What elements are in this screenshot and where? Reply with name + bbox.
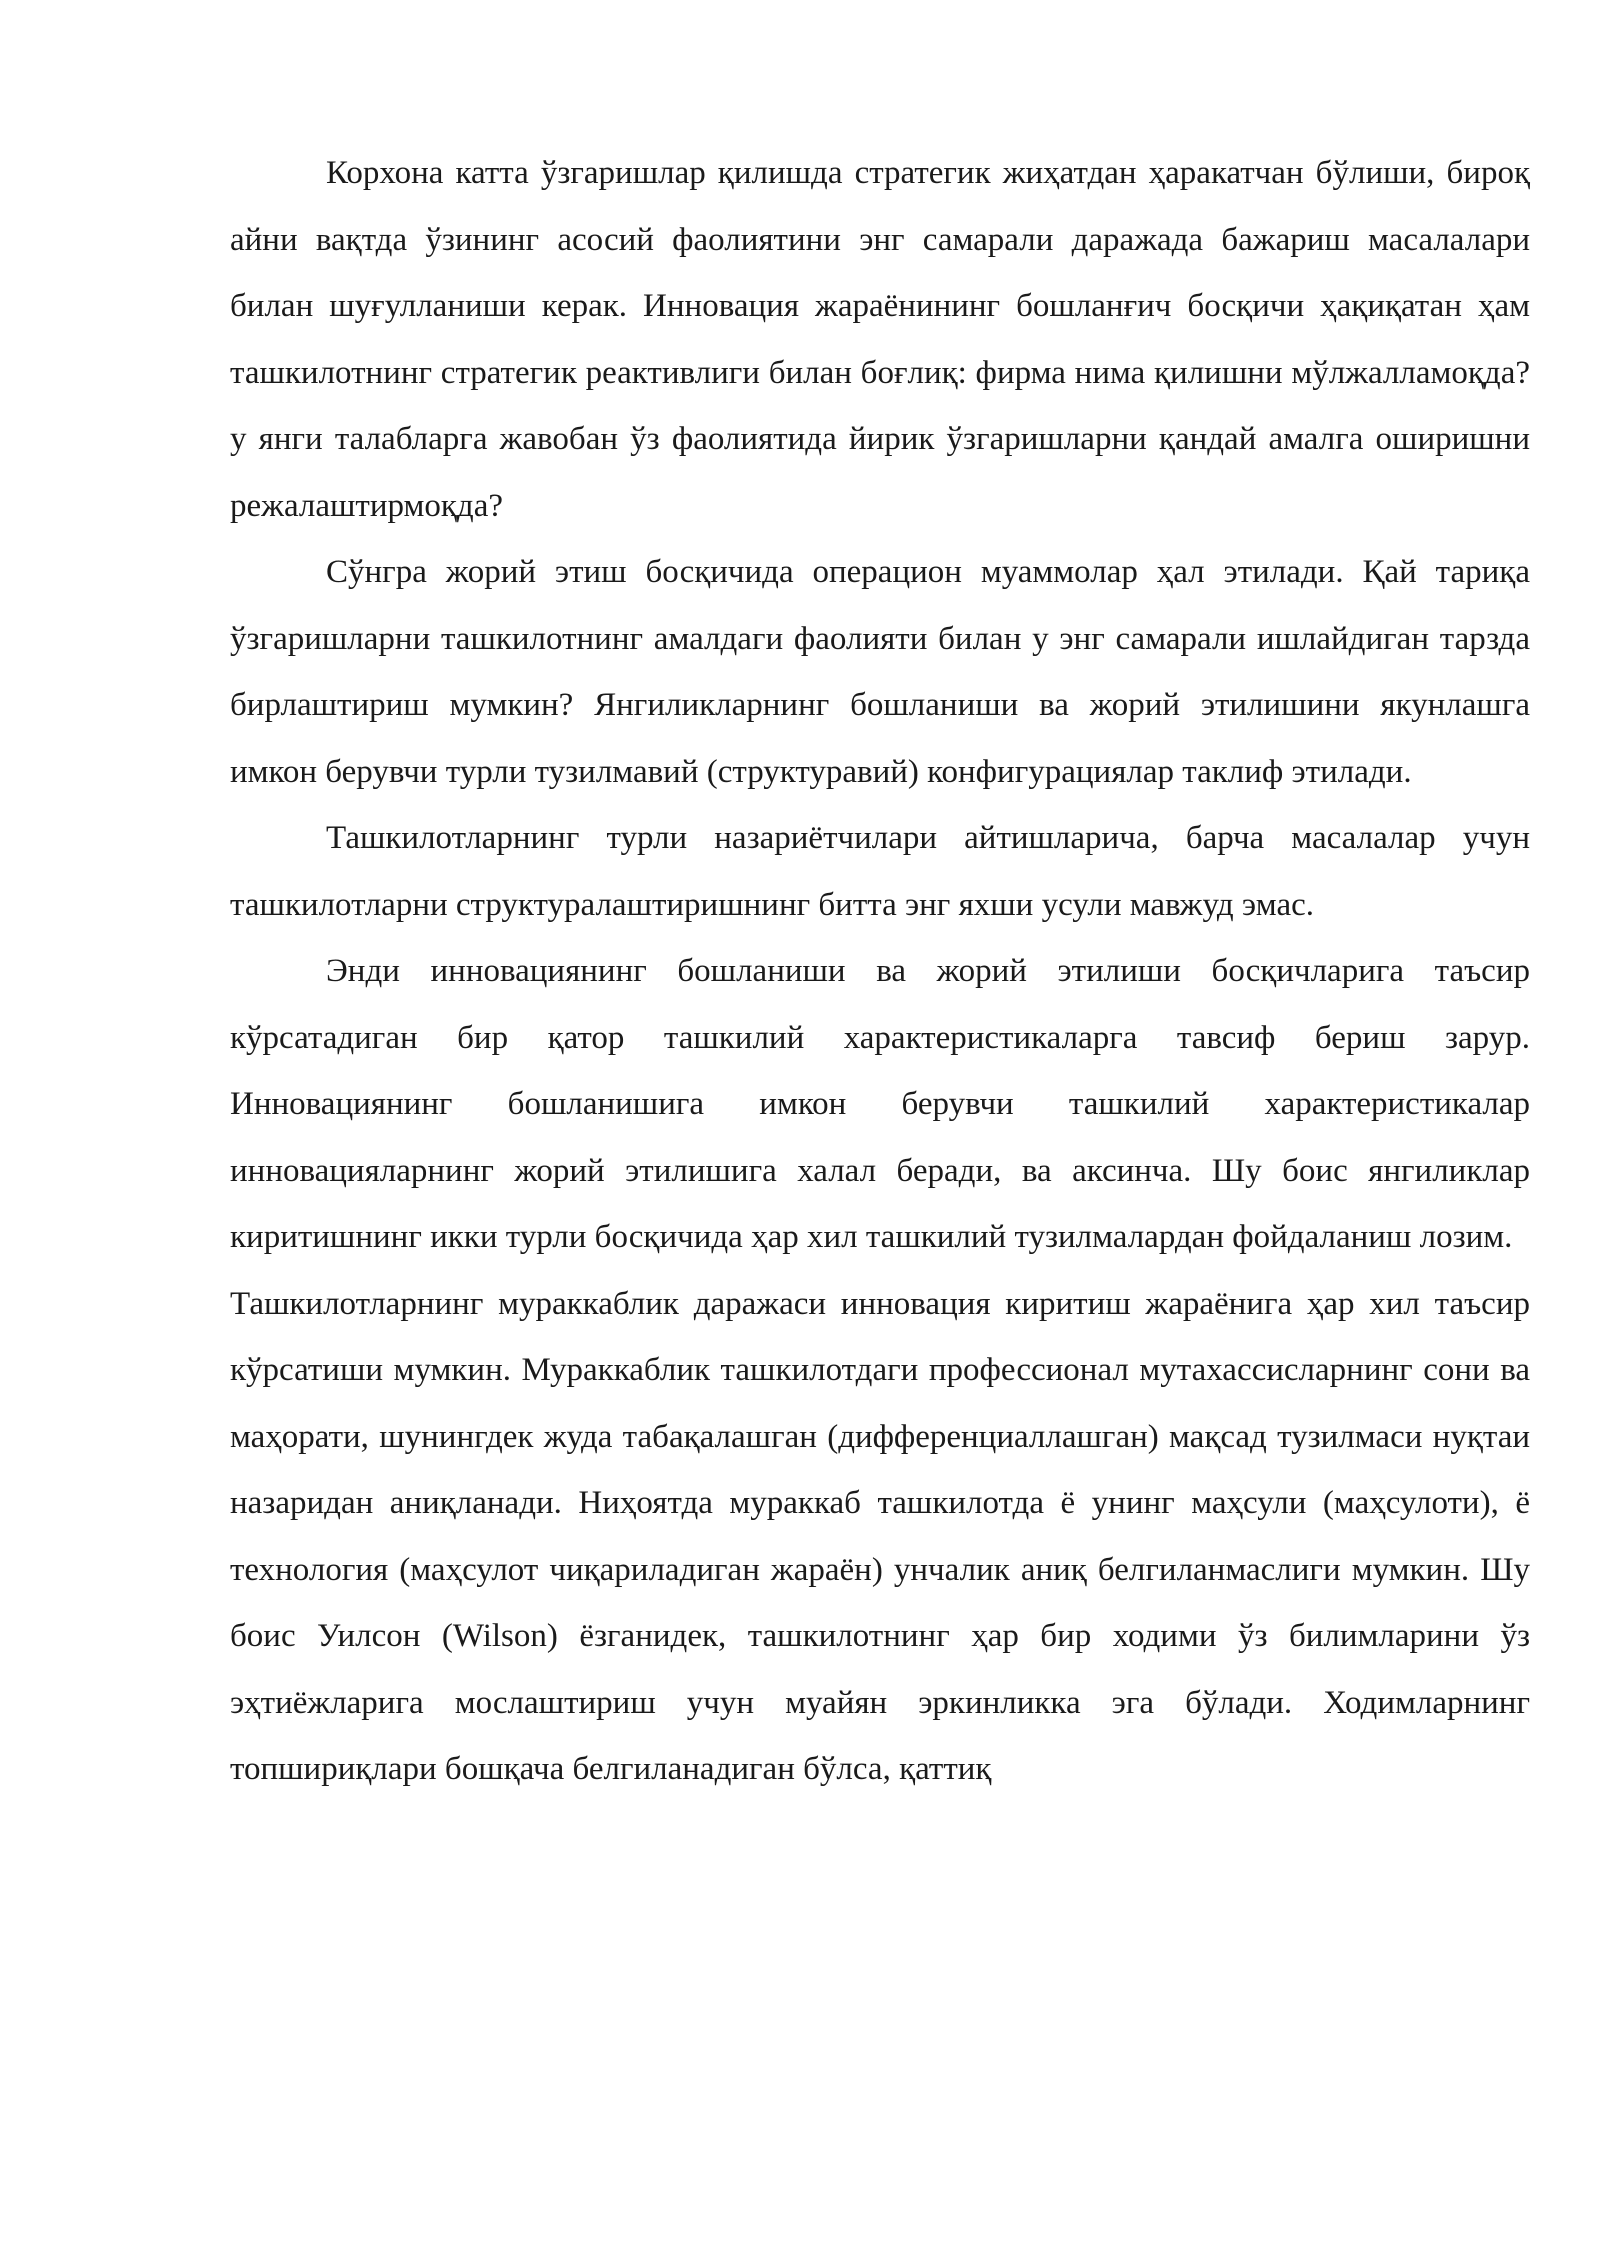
paragraph-1: Корхона катта ўзгаришлар қилишда стратегик жиҳатдан ҳаракатчан бўлиши, бироқ айни вақтда ўзининг асосий фаолиятини энг самарали даражада бажариш масалалари билан шуғулланиши керак. Инновация жараёнининг бошланғич босқичи ҳақиқатан ҳам ташкилотнинг стратегик реактивлиги билан боғлиқ: фирма нима қилишни мўлжалламоқда? у янги талабларга жавобан ўз фаолиятида йирик ўзгаришларни қандай амалга оширишни режалаштирмоқда? [230, 155, 1530, 524]
paragraph-4: Энди инновациянинг бошланиши ва жорий этилиши босқичларига таъсир кўрсатадиган бир қатор ташкилий характеристикаларга тавсиф бериш зарур. Инновациянинг бошланишига имкон берувчи ташкилий характеристикалар инновацияларнинг жорий этилишига халал беради, ва аксинча. Шу боис янгиликлар киритишнинг икки турли босқичида ҳар хил ташкилий тузилмалардан фойдаланиш лозим. [230, 953, 1530, 1255]
paragraph-5: Ташкилотларнинг мураккаблик даражаси инновация киритиш жараёнига ҳар хил таъсир кўрсатиши мумкин. Мураккаблик ташкилотдаги профессионал мутахассисларнинг сони ва маҳорати, шунингдек жуда табақалашган (дифференциаллашган) мақсад тузилмаси нуқтаи назаридан аниқланади. Ниҳоятда мураккаб ташкилотда ё унинг маҳсули (маҳсулоти), ё технология (маҳсулот чиқариладиган жараён) унчалик аниқ белгиланмаслиги мумкин. Шу боис Уилсон (Wilson) ёзганидек, ташкилотнинг ҳар бир ходими ўз билимларини ўз эҳтиёжларига мослаштириш учун муайян эркинликка эга бўлади. Ходимларнинг топшириқлари бошқача белгиланадиган бўлса, қаттиқ [230, 1285, 1530, 1787]
document-page [230, 140, 1530, 1803]
paragraph-3: Ташкилотларнинг турли назариётчилари айтишларича, барча масалалар учун ташкилотларни структуралаштиришнинг битта энг яхши усули мавжуд эмас. [230, 820, 1530, 923]
paragraph-2: Сўнгра жорий этиш босқичида операцион муаммолар ҳал этилади. Қай тариқа ўзгаришларни ташкилотнинг амалдаги фаолияти билан у энг самарали ишлайдиган тарзда бирлаштириш мумкин? Янгиликларнинг бошланиши ва жорий этилишини якунлашга имкон берувчи турли тузилмавий (структуравий) конфигурациялар таклиф этилади. [230, 554, 1530, 790]
